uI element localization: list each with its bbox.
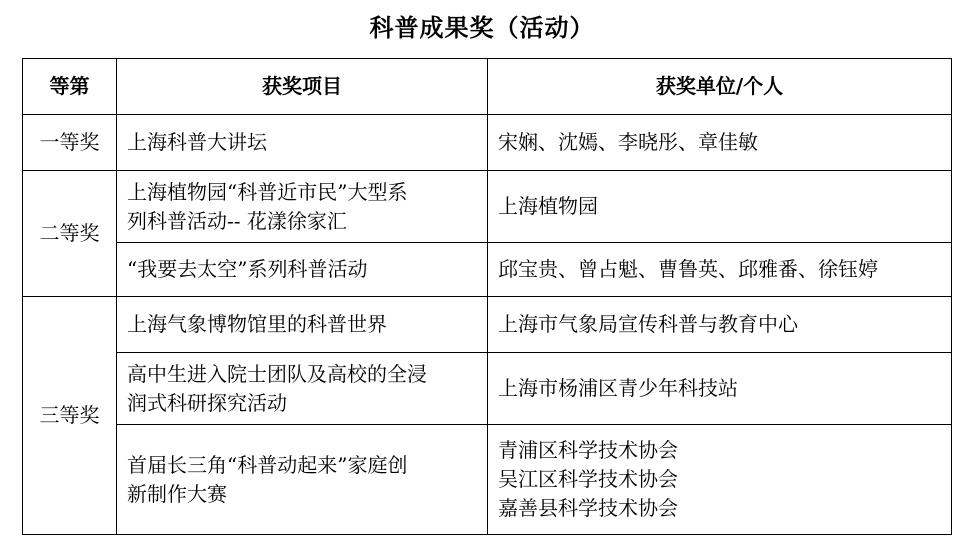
table-row bbox=[23, 353, 952, 425]
project-cell bbox=[117, 425, 488, 535]
project-line: 列科普活动-- 花漾徐家汇 bbox=[127, 208, 347, 233]
awards-table bbox=[22, 58, 952, 535]
project-line: 新制作大赛 bbox=[127, 481, 227, 506]
winner-line: 宋娴、沈嫣、李晓彤、章佳敏 bbox=[498, 130, 758, 154]
winner-line: 吴江区科学技术协会 bbox=[498, 467, 678, 491]
winner-line: 上海市杨浦区青少年科技站 bbox=[498, 376, 738, 400]
page-title: 科普成果奖（活动） bbox=[369, 14, 595, 42]
project-line: 高中生进入院士团队及高校的全浸 bbox=[127, 361, 427, 386]
grade-third: 三等奖 bbox=[23, 297, 117, 535]
project-cell bbox=[117, 297, 488, 353]
winner-cell bbox=[488, 171, 952, 243]
project-cell bbox=[117, 353, 488, 425]
header-grade: 等第 bbox=[23, 59, 117, 115]
table-row bbox=[23, 297, 952, 353]
table-row bbox=[23, 115, 952, 171]
winner-cell bbox=[488, 353, 952, 425]
winner-line: 青浦区科学技术协会 bbox=[498, 438, 678, 462]
project-line: 上海气象博物馆里的科普世界 bbox=[127, 312, 387, 336]
project-line: 首届长三角“科普动起来”家庭创 bbox=[127, 452, 408, 477]
project-line: “我要去太空”系列科普活动 bbox=[127, 257, 368, 281]
winner-cell bbox=[488, 243, 952, 297]
winner-line: 上海市气象局宣传科普与教育中心 bbox=[498, 312, 798, 336]
winner-line: 邱宝贵、曾占魁、曹鲁英、邱雅番、徐钰婷 bbox=[498, 257, 878, 281]
table-header-row bbox=[23, 59, 952, 115]
table-row bbox=[23, 171, 952, 243]
winner-cell bbox=[488, 115, 952, 171]
winner-line: 上海植物园 bbox=[498, 194, 598, 218]
grade-first: 一等奖 bbox=[23, 115, 117, 171]
winner-line: 嘉善县科学技术协会 bbox=[498, 496, 678, 520]
winner-cell bbox=[488, 425, 952, 535]
table-row bbox=[23, 425, 952, 535]
grade-second: 二等奖 bbox=[23, 171, 117, 297]
project-line: 上海科普大讲坛 bbox=[127, 130, 267, 154]
project-cell bbox=[117, 243, 488, 297]
winner-cell bbox=[488, 297, 952, 353]
header-project: 获奖项目 bbox=[117, 59, 488, 115]
project-cell bbox=[117, 171, 488, 243]
table-row bbox=[23, 243, 952, 297]
header-winner: 获奖单位/个人 bbox=[488, 59, 952, 115]
project-line: 润式科研探究活动 bbox=[127, 390, 287, 415]
project-cell bbox=[117, 115, 488, 171]
project-line: 上海植物园“科普近市民”大型系 bbox=[127, 179, 408, 204]
